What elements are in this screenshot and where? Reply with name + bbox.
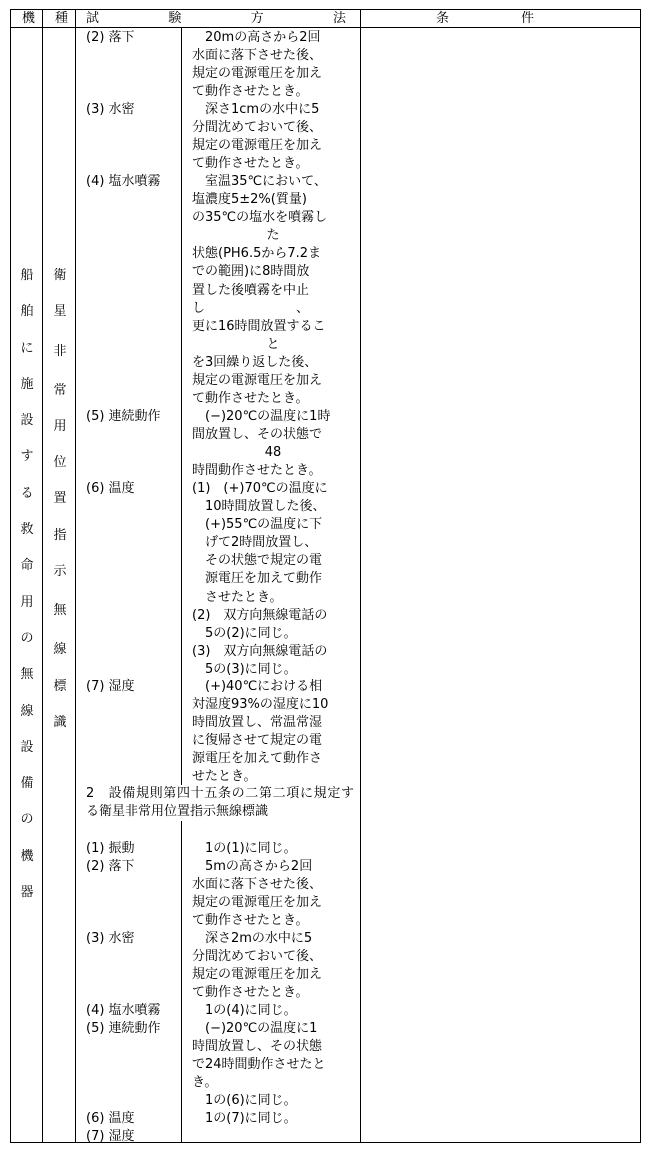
test-description: 深さ2mの水中に5 分間沈めておいて後、 規定の電源電圧を加え て動作させたとき。 <box>192 931 323 1001</box>
label-divider <box>181 27 182 1143</box>
test-label: (2) 落下 <box>86 859 135 874</box>
test-label: (5) 連続動作 <box>86 409 161 424</box>
test-label: (2) 落下 <box>86 30 135 45</box>
test-description: (+)40℃における相 対湿度93%の湿度に10 時間放置し、常温常湿 に復帰させて規定の電 源電圧を加えて動作さ せたとき。 <box>192 679 329 785</box>
test-label: (4) 塩水噴霧 <box>86 174 161 189</box>
test-description: (1) (+)70℃の温度に 10時間放置した後、 (+)55℃の温度に下 げて2時間放置し、 その状態で規定の電 源電圧を加えて動作 させたとき。 (2) 双方向無線電話の 5の(2)に同じ。 (3) 双方向無線電話の 5の(3)に同じ。 <box>192 481 328 677</box>
test-description: 深さ1cmの水中に5 分間沈めておいて後、 規定の電源電圧を加え て動作させたとき。 <box>192 102 323 172</box>
equipment-category-column: 船 舶 に 施 設 す る 救 命 用 の 無 線 設 備 の 機 器 <box>20 268 34 901</box>
test-description: 室温35℃において、 塩濃度5±2%(質量) の35℃の塩水を噴霧し た 状態(PH6.5から7.2ま での範囲)に8時間放 置した後噴霧を中止 し 、 更に16時間放置するこ と を3回繰り返した後、 規定の電源電圧を加え て動作させたとき。 <box>192 174 328 407</box>
test-label: (3) 水密 <box>86 102 135 117</box>
col-divider-3 <box>360 9 361 1143</box>
test-description: 20mの高さから2回 水面に落下させた後、 規定の電源電圧を加え て動作させたとき。 <box>192 30 323 100</box>
test-label: (6) 温度 <box>86 481 135 496</box>
test-label: (3) 水密 <box>86 931 135 946</box>
test-label: (7) 湿度 <box>86 1129 135 1144</box>
test-description: (−)20℃の温度に1 時間放置し、その状態 で24時間動作させたと き。 1の(6)に同じ。 <box>192 1021 326 1109</box>
test-label: (4) 塩水噴霧 <box>86 1003 161 1018</box>
test-label: (5) 連続動作 <box>86 1021 161 1036</box>
test-description: 1の(4)に同じ。 <box>205 1003 297 1018</box>
equipment-type-column: 衛 星 非 常 用 位 置 指 示 無 線 標 識 <box>53 268 67 730</box>
col-divider-1 <box>42 9 43 1143</box>
test-description: 1の(1)に同じ。 <box>205 841 297 856</box>
test-description: 1の(7)に同じ。 <box>205 1111 297 1126</box>
test-label: (6) 温度 <box>86 1111 135 1126</box>
section-heading: 2 設備規則第四十五条の二第二項に規定する衛星非常用位置指示無線標識 <box>86 786 354 819</box>
test-description: (−)20℃の温度に1時 間放置し、その状態で 48 時間動作させたとき。 <box>192 409 331 479</box>
test-description: 5mの高さから2回 水面に落下させた後、 規定の電源電圧を加え て動作させたとき。 <box>192 859 323 929</box>
col-divider-2 <box>75 9 76 1143</box>
header-kishu: 機 種 <box>22 11 68 26</box>
header-method: 試 験 方 法 <box>86 11 346 26</box>
header-conditions: 条 件 <box>436 11 534 26</box>
test-label: (1) 振動 <box>86 841 135 856</box>
test-label: (7) 湿度 <box>86 679 135 694</box>
header-divider <box>10 27 641 28</box>
